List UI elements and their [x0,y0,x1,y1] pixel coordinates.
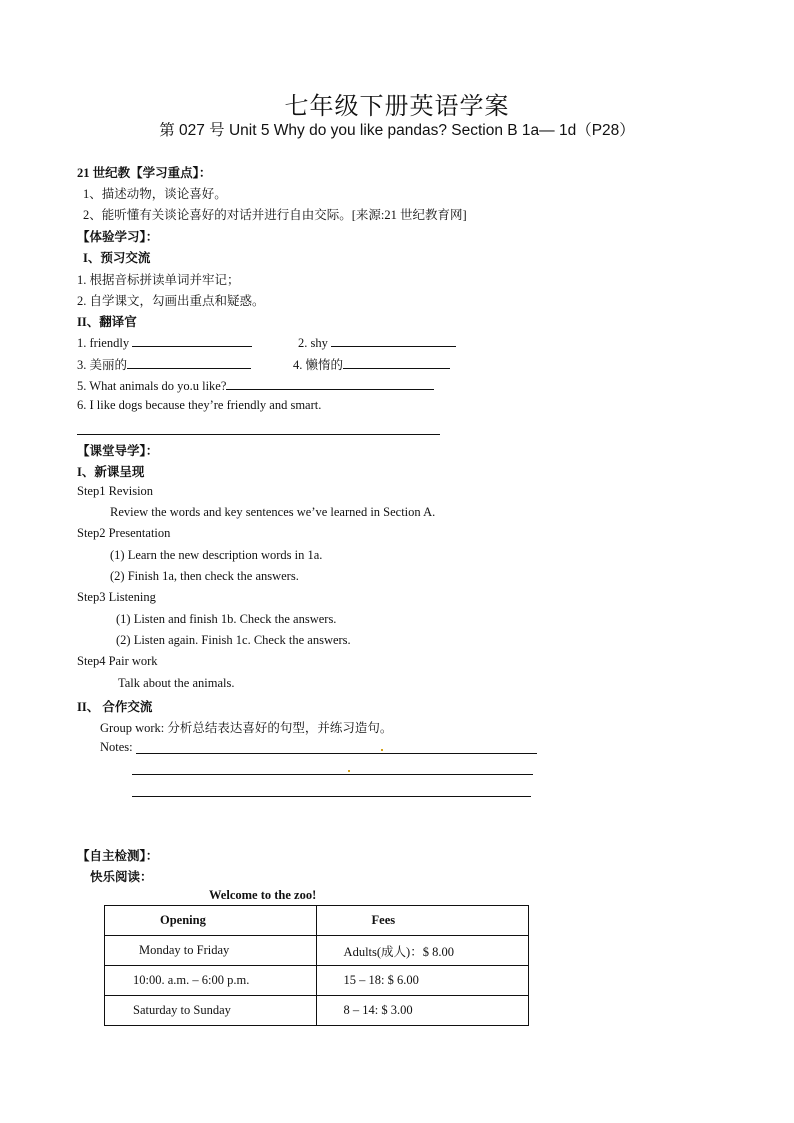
table-header-cell: Opening [105,906,317,936]
table-cell: Monday to Friday [105,936,317,966]
answer-blank[interactable] [343,356,450,369]
focus-item-2: 2、能听懂有关谈论喜好的对话并进行自由交际。[来源:21 世纪教育网] [83,208,467,222]
step3-item-2: (2) Listen again. Finish 1c. Check the answers. [116,633,351,647]
page-title: 七年级下册英语学案 [284,94,510,120]
preview-item-1: 1. 根据音标拼读单词并牢记； [77,273,240,287]
step3-item-1: (1) Listen and finish 1b. Check the answers. [116,612,337,626]
translate-q1-label: 1. friendly [77,336,130,350]
answer-blank[interactable] [331,334,456,347]
step1-label: Step1 Revision [77,484,154,498]
translate-q5-label: 5. What animals do yo.u like? [77,379,227,393]
step4-text: Talk about the animals. [118,676,235,690]
step4-label: Step4 Pair work [77,654,158,668]
translate-q6: 6. I like dogs because they’re friendly and smart. [77,398,322,412]
cooperation-heading: II、 合作交流 [77,700,153,714]
table-row [105,966,529,996]
answer-blank[interactable] [132,334,252,347]
translate-q2 [298,334,456,351]
step3-label: Step3 Listening [77,590,156,604]
notes-line-2[interactable] [132,774,533,775]
table-row [105,936,529,966]
answer-line[interactable] [77,434,440,435]
table-title: Welcome to the zoo! [209,888,317,902]
mark-dot [348,770,350,772]
preview-heading: I、预习交流 [83,251,151,265]
table-cell: 15 – 18: $ 6.00 [316,966,528,996]
notes-line-1[interactable] [136,753,537,754]
table-cell: Saturday to Sunday [105,996,317,1026]
experience-heading: 【体验学习】： [77,230,159,244]
table-cell: 10:00. a.m. – 6:00 p.m. [105,966,317,996]
translate-q1 [77,334,252,351]
translate-heading: II、翻译官 [77,315,137,329]
translate-q2-label: 2. shy [298,336,328,350]
table-row [105,996,529,1026]
notes-label: Notes: [100,740,133,754]
translate-q4-label: 4. 懒惰的 [293,358,344,372]
translate-q4 [293,355,450,373]
page-subtitle: 第 027 号 Unit 5 Why do you like pandas? Section B 1a— 1d（P28） [159,122,635,139]
table-header-row [105,906,529,936]
answer-blank[interactable] [226,377,434,390]
table-cell: Adults(成人)：$ 8.00 [316,936,528,966]
step1-text: Review the words and key sentences we’ve learned in Section A. [110,505,436,519]
translate-q3 [77,355,251,373]
translate-q3-label: 3. 美丽的 [77,358,128,372]
answer-blank[interactable] [127,356,251,369]
mark-dot [381,749,383,751]
step2-item-1: (1) Learn the new description words in 1a. [110,548,323,562]
translate-q5 [77,377,434,394]
new-lesson-heading: I、新课呈现 [77,465,145,479]
preview-item-2: 2. 自学课文，勾画出重点和疑惑。 [77,294,265,308]
table-cell: 8 – 14: $ 3.00 [316,996,528,1026]
step2-label: Step2 Presentation [77,526,171,540]
reading-heading: 快乐阅读： [90,870,153,884]
group-work-text: Group work: 分析总结表达喜好的句型，并练习造句。 [100,721,393,735]
self-check-heading: 【自主检测】： [77,849,159,863]
step2-item-2: (2) Finish 1a, then check the answers. [110,569,299,583]
classroom-heading: 【课堂导学】： [77,444,159,458]
focus-item-1: 1、描述动物，谈论喜好。 [83,187,227,201]
table-header-cell: Fees [316,906,528,936]
zoo-table [104,905,529,1026]
notes-line-3[interactable] [132,796,531,797]
focus-heading: 21 世纪教【学习重点】： [77,166,212,180]
